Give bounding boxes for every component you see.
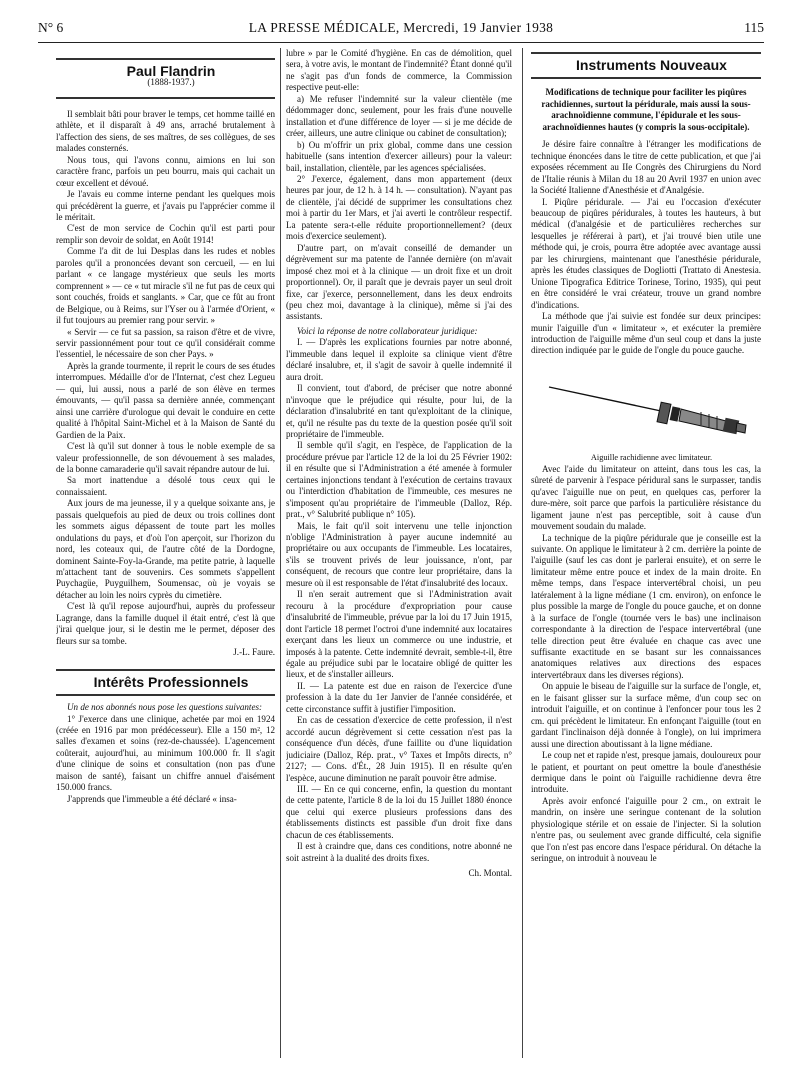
paragraph: III. — En ce qui concerne, enfin, la question du montant de cette patente, l'article 8 de la loi du 15 Juillet 1880 énonce que celui qui exerce plusieurs professions dans des établissements distincts est passible d'un droit fixe dans chacun de ces établissements. [286,784,512,840]
paragraph: Nous tous, qui l'avons connu, aimions en lui son caractère franc, parfois un peu bourru, mais qui cachait un cœur excellent et dévoué. [56,154,275,188]
paragraph: C'est là qu'il repose aujourd'hui, auprès du professeur Lagrange, dans la famille duquel il était entré, c'est là que j'irai quelque jour, si le destin me le permet, déposer des fleurs sur sa tombe. [56,601,275,646]
issue-number: N° 6 [38,20,64,35]
paragraph: Je désire faire connaître à l'étranger les modifications de technique énoncées dans le titre de cette publication, et que j'ai exposées récemment au IIe Congrès des Chirurgiens du Nord de l'Italie réunis à Milan du 18 au 20 Avril 1937 en union avec la Société Italienne d'Anesthésie et d'Analgésie. [531,139,761,196]
column-3 [531,48,761,865]
paragraph: 1° J'exerce dans une clinique, achetée par moi en 1924 (créée en 1916 par mon prédécesseur). Elle a 150 m², 12 salles d'examen et soins (rez-de-chaussée). L'agencement coûterait, aujourd'hui, au minimum 100.000 fr. Il s'agit d'une clinique de soins et consultation (non pas d'une maison de santé), faisant un chiffre annuel d'aisément 150.000 francs. [56,713,275,793]
needle-figure [531,365,761,448]
section-heading [56,669,275,696]
obituary-dates: (1888-1937.) [147,77,195,88]
paragraph: I. Piqûre péridurale. — J'ai eu l'occasion d'exécuter beaucoup de piqûres péridurales, à toutes les hauteurs, à but médical (d'analgésie et de particulières recherches sur lesquelles je référerai à part), et j'ai trouvé bien utile une méthode qui, je crois, pourra être adoptée avec avantage aussi par les chirurgiens, maintenant que l'anesthésie péridurale, après les études classiques de Dogliotti (Trattato di Anestesia. Unione Tipografica Editrice Torinese, Torino, 1935), qui peut en être considéré le vrai créateur, trouve un grand nombre d'indications. [531,196,761,310]
paragraph: Je l'avais eu comme interne pendant les quelques mois qui précédèrent la guerre, et j'avais pu l'apprécier comme il le méritait. [56,189,275,222]
column-rule-1 [280,48,281,1058]
paragraph: a) Me refuser l'indemnité sur la valeur clientèle (me dédommager donc, seulement, pour les frais d'une nouvelle installation et d'une différence de loyer — si je me décide de créer, ailleurs, une autre clinique ou cabinet de consultation); [286,93,512,139]
instruments-title: Instruments Nouveaux [576,57,727,73]
figure-caption: Aiguille rachidienne avec limitateur. [590,453,713,463]
page-number: 115 [744,20,764,35]
paragraph: Il semblait bâti pour braver le temps, cet homme taillé en athlète, et il disparaît à 49 ans, arraché brutalement à l'affection des siens, de ses maîtres, de ses collègues, de ses malades consternés. [56,108,275,154]
paragraph: En cas de cessation d'exercice de cette profession, il n'est accordé aucun dégrèvement si cette cessation n'est pas la conséquence d'un décès, d'une faillite ou d'une liquidation judiciaire (Dalloz, Rép. prat., v° Taxes et Impôts directs, n° 2127; — Cons. d'Ét., 28 Juin 1915). Il en résulte qu'en l'espèce, aucune diminution ne paraît pouvoir être admise. [286,715,512,783]
paragraph: 2° J'exerce, également, dans mon appartement (deux heures par jour, de 12 h. à 14 h. — consultation). N'ayant pas de clientèle, j'ai décidé de supprimer les consultations chez moi à partir du 1er Mars, et j'ai averti le contrôleur respectif. La patente sera-t-elle réduite proportionnellement? (deux mois d'exercice seulement). [286,173,512,242]
paragraph: D'autre part, on m'avait conseillé de demander un dégrèvement sur ma patente de l'année dernière (on m'avait imposé chez moi et à la clinique — un droit fixe et un droit proportionnel). Or, il paraît que je devrais payer un seul droit fixe, car j'exerce, personnellement, dans les deux endroits (peu chez moi, davantage à la clinique), même si j'ai des assistants. [286,242,512,322]
obituary-body [56,109,275,659]
journal-title: LA PRESSE MÉDICALE, Mercredi, 19 Janvier 1938 [248,20,554,35]
column-1 [56,48,275,805]
paragraph: II. — La patente est due en raison de l'exercice d'une profession à la date du 1er Janvier de l'année considérée, et cette circonstance suffit à justifier l'imposition. [286,680,512,714]
paragraph: Il n'en serait autrement que si l'Administration avait recouru à la procédure d'expropriation pour cause d'insalubrité de l'immeuble, prévue par la loi du 17 Juin 1915, dont l'article 18 permet l'octroi d'une indemnité aux locataires exerçant dans les lieux un commerce ou une industrie, et imposés à la patente. Cette indemnité devrait, semble-t-il, être égale au préjudice subi par le locataire obligé de quitter les lieux, et de s'installer ailleurs. [286,589,512,680]
obituary-signature: J.-L. Faure. [233,647,275,658]
paragraph: Aux jours de ma jeunesse, il y a quelque soixante ans, je passais quelquefois au pied de deux ou trois collines dont les sommets aigus dépassent de toute part les molles ondulations du pays, et d'où l'on aperçoit, sur l'horizon du nord, les coteaux qui, de l'autre côté de la Dordogne, dominent Sainte-Foy-la-Grande, ma petite patrie, à laquelle m'attachent tant de souvenirs. Ces sommets s'appellent Puychagüe, Puyguilhem, Soumensac, où je voyais se détacher au loin les noirs cyprès du cimetière. [56,498,275,600]
header-rule [38,42,764,43]
paragraph: I. — D'après les explications fournies par notre abonné, l'immeuble dans lequel il exploite sa clinique vient d'être déclaré insalubre, et, il s'agit de savoir à quelle indemnité il aura droit. [286,337,512,382]
paragraph: Mais, le fait qu'il soit intervenu une telle injonction n'oblige l'Administration à payer aucune indemnité au propriétaire ou aux occupants de l'immeuble. Les locataires, s'ils se trouvent privés de leur jouissance, n'ont, par conséquent, de recours que contre leur propriétaire, dans la mesure où il est responsable de l'état d'insalubrité des locaux. [286,520,512,588]
column-2 [286,48,512,880]
paragraph: Après la grande tourmente, il reprit le cours de ses études interrompues. Médaille d'or de l'Internat, c'est chez Legueu — qui, lui aussi, nous a parlé de son élève en termes émouvants, — qu'il passa sa dernière année, commençant ainsi une carrière d'urologue qui devait le conduire en cette qualité à l'hôpital Saint-Michel et à la Maison de Santé du Gardien de la Paix. [56,360,275,440]
paragraph: On appuie le biseau de l'aiguille sur la surface de l'ongle, et, en le faisant glisser sur la surface même, d'un coup sec on introduit l'aiguille, et on continue à l'enfoncer pour tous les 2 cm. qui précèdent le limitateur. En enfonçant l'aiguille (tout en gardant l'inclinaison déjà donnée à l'ongle), on lui imprimera aussi une direction aboutissant à la ligne médiane. [531,681,761,749]
answer-lead: Voici la réponse de notre collaborateur juridique: [297,325,478,336]
article-subtitle: Modifications de technique pour faciliter les piqûres rachidiennes, surtout la péridurale, mais aussi la sous-arachnoïdienne commune, l'épidurale et les sous-arachnoïdiennes hautes (y compris la sous-occipitale). [541,87,751,132]
paragraph: Il est à craindre que, dans ces conditions, notre abonné ne soit astreint à la dualité des droits fixes. [286,841,512,863]
instruments-heading [531,52,761,79]
paragraph: « Servir — ce fut sa passion, sa raison d'être et de vivre, servir passionnément pour tout ce qu'il considérait comme l'essentiel, le nécessaire de son cher Pays. » [56,326,275,360]
paragraph: La technique de la piqûre péridurale que je conseille est la suivante. On applique le limitateur à 2 cm. derrière la pointe de l'aiguille (sauf les cas dont je parlerai ensuite), et on serre le limitateur même entre pouce et index de la main droite. En même temps, dans l'espace intervertébral choisi, un peu latéralement à la ligne médiane (1 cm. environ), on enfonce le plus possible la marge de l'ongle du pouce gauche, et on donne à la surface de l'ongle (tournée vers le bas) une inclinaison correspondante à la direction de l'espace intervertébral (une telle direction peut être évaluée en chaque cas avec une suffisante exactitude en se basant sur les connaissances anatomiques relatives aux directions des espaces intervertébraux dans les diverses régions). [531,532,761,680]
spinal-needle-icon [541,365,751,445]
paragraph: Comme l'a dit de lui Desplas dans les rudes et nobles paroles qu'il a prononcées devant son cercueil, — en lui parlant « ce langage mystérieux que seuls les morts comprennent » — ce « tut miracle s'il ne fut pas de ceux qui sont couchés, froids et sanglants. » Car, que ce fût au front de Belgique, ou à Reims, sur l'Yser ou à l'armée d'Orient, « il fut toujours au premier rang pour servir. » [56,246,275,326]
section-title: Intérêts Professionnels [93,673,249,690]
paragraph: Le coup net et rapide n'est, presque jamais, douloureux pour le patient, et pourtant on peut omettre la boule d'anesthésie dermique dans le point où l'aiguille rachidienne devra être introduite. [531,750,761,795]
paragraph: lubre » par le Comité d'hygiène. En cas de démolition, quel sera, à votre avis, le montant de l'indemnité? Étant donné qu'il ne s'agit pas d'un fonds de commerce, la Commission respective peut-elle: [286,48,512,93]
paragraph: Avec l'aide du limitateur on atteint, dans tous les cas, la sûreté de parvenir à l'espace péridural sans le surpasser, tandis qu'avec l'aiguille nue on peut, en quelques cas, perforer la dure-mère, soit parce que parfois la particulière résistance du ligament jaune n'est pas perceptible, soit à cause d'un mouvement soudain du malade. [531,463,761,532]
paragraph: J'apprends que l'immeuble a été déclaré « insa- [67,793,237,804]
answer-signature: Ch. Montal. [468,868,512,879]
column-rule-2 [522,48,523,1058]
obituary-heading [56,58,275,99]
paragraph: C'est là qu'il sut donner à tous le noble exemple de sa valeur professionnelle, de son dévouement à ses malades, de la bonne camaraderie qu'il savait répandre autour de lui. [56,441,275,474]
paragraph: C'est de mon service de Cochin qu'il est parti pour remplir son devoir de soldat, en Août 1914! [56,223,275,245]
obituary-title: Paul Flandrin [126,63,216,79]
paragraph: Il convient, tout d'abord, de préciser que notre abonné n'invoque que le préjudice qui résulte, pour lui, de la déclaration d'insalubrité en tant qu'exploitant de la clinique, et, qu'il ne résulte pas du texte de la question posée qu'il soit propriétaire de l'immeuble. [286,383,512,439]
paragraph: La méthode que j'ai suivie est fondée sur deux principes: munir l'aiguille d'un « limitateur », et exécuter la première introduction de l'aiguille même d'un seul coup et dans la juste direction indiquée par le guide de l'ongle du pouce gauche. [531,311,761,356]
paragraph: Sa mort inattendue a désolé tous ceux qui le connaissaient. [56,475,275,497]
question-intro: Un de nos abonnés nous pose les questions suivantes: [67,702,262,713]
paragraph: Après avoir enfoncé l'aiguille pour 2 cm., on extrait le mandrin, on insère une seringue contenant de la solution physiologique stérile et on essaie de l'injecter. Si la solution n'entre pas, ou seulement avec grande difficulté, cela signifie que l'on n'est pas encore dans l'espace péridural. On détache la seringue, on introduit à nouveau le [531,795,761,864]
paragraph: b) Ou m'offrir un prix global, comme dans une cession habituelle (sans intention d'exercer ailleurs) pour la valeur: bail, installation, clientèle, par les agences spécialisées. [286,139,512,173]
running-header [38,20,764,40]
paragraph: Il semble qu'il s'agit, en l'espèce, de l'application de la procédure prévue par l'article 12 de la loi du 25 Février 1902: il en résulte que si l'Administration a été amenée à formuler certaines injonctions tendant à l'exécution de certains travaux ou l'interdiction d'habitation de l'immeuble, ces mesures ne s'imposent qu'au propriétaire de l'immeuble (Dalloz, Rép. prat., v° Salubrité publique n° 105). [286,440,512,520]
